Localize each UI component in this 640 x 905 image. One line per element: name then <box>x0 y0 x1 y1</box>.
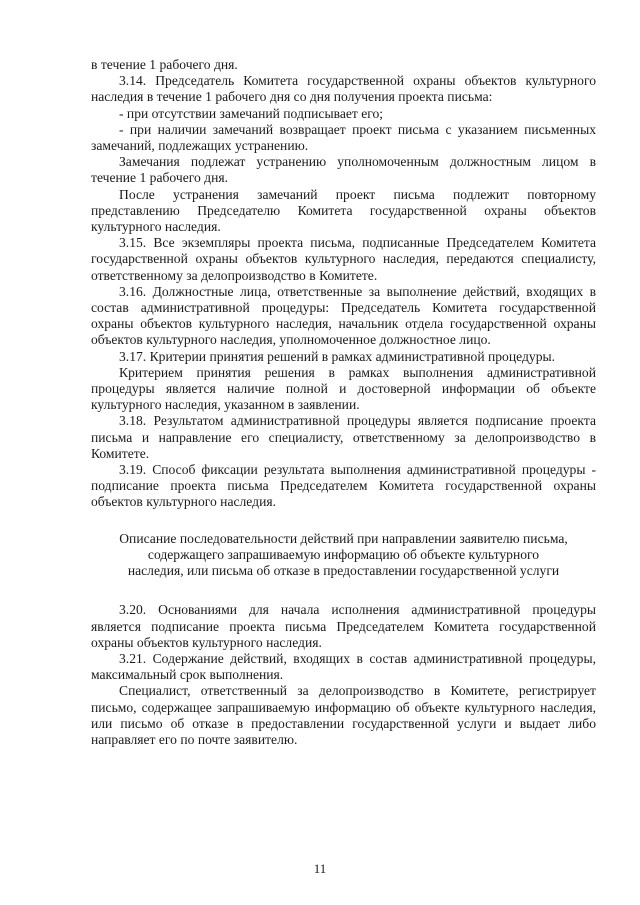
list-item-no-remarks: - при отсутствии замечаний подписывает его; <box>119 105 384 121</box>
paragraph-3-18: 3.18. Результатом административной процедуры является подписание проекта письма и направление его специалисту, ответственному за делопроизводство в Комитете. <box>91 413 596 461</box>
paragraph-3-20: 3.20. Основаниями для начала исполнения административной процедуры является подписание проекта письма Председателем Комитета государственной охраны объектов культурного наследия. <box>91 602 596 650</box>
section-heading <box>91 531 596 580</box>
section-heading-line: Описание последовательности действий при направлении заявителю письма, <box>119 530 568 546</box>
paragraph-3-14: 3.14. Председатель Комитета государственной охраны объектов культурного наследия в течение 1 рабочего дня со дня получения проекта письма: <box>91 73 596 105</box>
page-number: 11 <box>313 861 327 876</box>
page-body <box>91 57 596 748</box>
paragraph-registration: Специалист, ответственный за делопроизводство в Комитете, регистрирует письмо, содержащее запрашиваемую информацию об объекте культурного наследия, или письмо об отказе в предоставлении государственной услуги и выдает либо направляет его по почте заявителю. <box>91 683 596 747</box>
paragraph-continuation: в течение 1 рабочего дня. <box>91 57 238 72</box>
paragraph-3-17: 3.17. Критерии принятия решений в рамках административной процедуры. <box>119 348 556 364</box>
paragraph-3-16: 3.16. Должностные лица, ответственные за выполнение действий, входящих в состав административной процедуры: Председатель Комитета государственной охраны объектов культурного наследия, начальник отдела государственной охраны объектов культурного наследия, уполномоченное должностное лицо. <box>91 283 596 348</box>
paragraph-3-15: 3.15. Все экземпляры проекта письма, подписанные Председателем Комитета государственной охраны объектов культурного наследия, передаются специалисту, ответственному за делопроизводство в Комитете. <box>91 235 596 283</box>
section-heading-line: содержащего запрашиваемую информацию об объекте культурного <box>147 546 540 562</box>
paragraph-3-21: 3.21. Содержание действий, входящих в состав административной процедуры, максимальный срок выполнения. <box>91 650 596 683</box>
paragraph-remarks-deadline: Замечания подлежат устранению уполномоченным должностным лицом в течение 1 рабочего дня. <box>91 154 596 186</box>
list-item-with-remarks: - при наличии замечаний возвращает проект письма с указанием письменных замечаний, подлежащих устранению. <box>91 121 596 154</box>
paragraph-3-19: 3.19. Способ фиксации результата выполнения административной процедуры - подписание проекта письма Председателем Комитета государственной охраны объектов культурного наследия. <box>91 462 596 510</box>
paragraph-decision-criterion: Критерием принятия решения в рамках выполнения административной процедуры является наличие полной и достоверной информации об объекте культурного наследия, указанном в заявлении. <box>91 364 596 413</box>
section-heading-line: наследия, или письма об отказе в предоставлении государственной услуги <box>127 563 560 579</box>
paragraph-resubmission: После устранения замечаний проект письма подлежит повторному представлению Председателю Комитета государственной охраны объектов культурного наследия. <box>91 186 596 235</box>
